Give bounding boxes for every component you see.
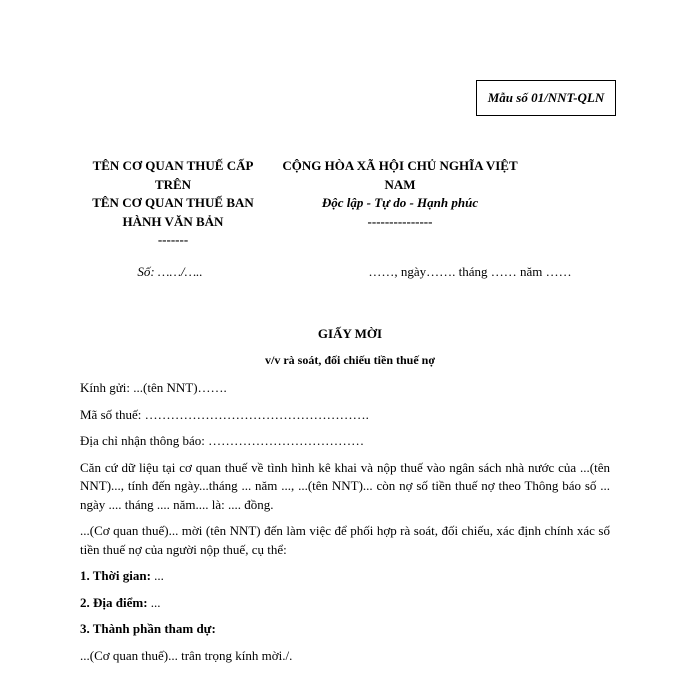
participants-item <box>80 620 610 639</box>
place-label: 2. Địa điểm: <box>80 594 148 610</box>
agency-issuing: TÊN CƠ QUAN THUẾ BAN HÀNH VĂN BẢN <box>92 195 254 229</box>
motto: Độc lập - Tự do - Hạnh phúc <box>321 195 479 210</box>
agency-header <box>78 157 268 250</box>
motto-dash: --------------- <box>367 213 433 229</box>
form-code: Mẫu số 01/NNT-QLN <box>487 90 605 105</box>
nation-name: CỘNG HÒA XÃ HỘI CHỦ NGHĨA VIỆT NAM <box>282 158 518 192</box>
place-value: ... <box>147 594 161 610</box>
document-title: GIẤY MỜI <box>317 326 383 341</box>
recipient-line: Kính gửi: ...(tên NNT)……. <box>80 380 227 395</box>
participants-label: 3. Thành phần tham dự: <box>80 621 216 636</box>
time-label: 1. Thời gian: <box>80 568 151 583</box>
tax-code-line: Mã số thuế: ……………………………………………. <box>80 406 369 422</box>
document-body <box>80 379 610 673</box>
time-value: ... <box>150 568 164 583</box>
invite-paragraph: ...(Cơ quan thuế)... mời (tên NNT) đến làm việc để phối hợp rà soát, đối chiếu, xác định chính xác số tiền thuế nợ của người nộp thuế, cụ thể: <box>80 523 610 557</box>
agency-dash: ------- <box>157 232 189 247</box>
place-item <box>80 594 610 613</box>
basis-paragraph: Căn cứ dữ liệu tại cơ quan thuế về tình hình kê khai và nộp thuế vào ngân sách nhà nước của ...(tên NNT)..., tính đến ngày...tháng ... năm ..., ...(tên NNT)... còn nợ số tiền thuế nợ theo Thông báo số ... ngày .... tháng .... năm.... là: .... đồng. <box>80 459 610 512</box>
agency-upper: TÊN CƠ QUAN THUẾ CẤP TRÊN <box>92 158 254 192</box>
document-date: ……, ngày……. tháng …… năm …… <box>368 264 572 279</box>
address-line: Địa chỉ nhận thông báo: ……………………………… <box>80 433 365 448</box>
time-item <box>80 567 610 586</box>
form-code-box <box>476 80 616 116</box>
document-number: Số: ……/….. <box>137 264 203 279</box>
document-subtitle: v/v rà soát, đối chiếu tiền thuế nợ <box>265 353 435 367</box>
closing-line: ...(Cơ quan thuế)... trân trọng kính mời./. <box>80 647 293 663</box>
nation-header <box>280 157 520 231</box>
